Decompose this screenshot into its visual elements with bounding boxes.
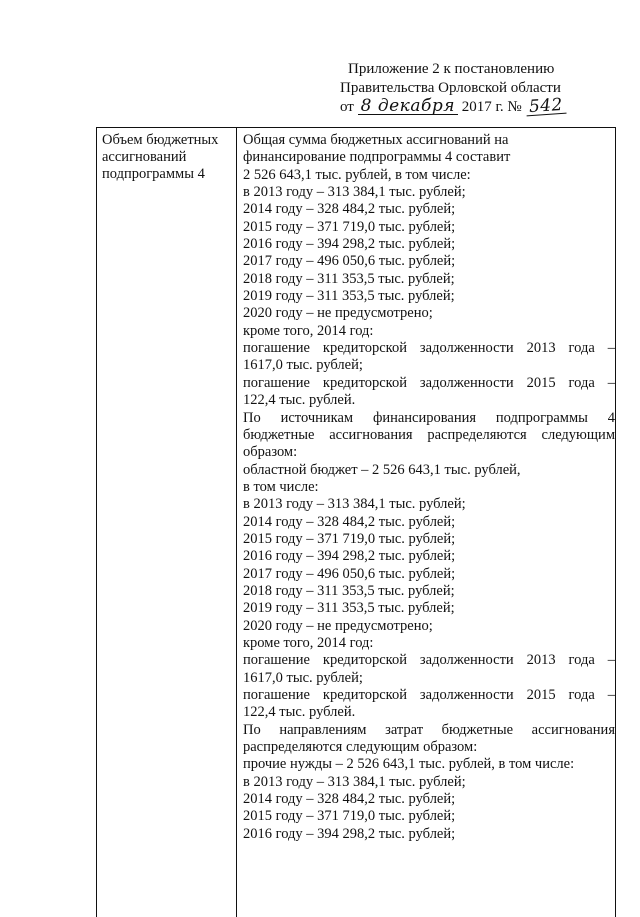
right-cell-line: 2016 году – 394 298,2 тыс. рублей; [243, 236, 456, 253]
right-cell-line: 1617,0 тыс. рублей; [243, 669, 363, 686]
right-cell-line: 2018 году – 311 353,5 тыс. рублей; [243, 270, 455, 287]
right-cell-line: 2020 году – не предусмотрено; [243, 305, 433, 322]
left-cell-line: Объем бюджетных [102, 132, 219, 148]
right-cell-line: финансирование подпрограммы 4 составит [243, 149, 511, 166]
right-cell-line: в 2013 году – 313 384,1 тыс. рублей; [243, 184, 466, 201]
right-cell-line: кроме того, 2014 год: [243, 322, 374, 339]
header-line-2: Правительства Орловской области [340, 80, 561, 96]
right-cell-line: 2014 году – 328 484,2 тыс. рублей; [243, 201, 456, 218]
right-cell-line: 2018 году – 311 353,5 тыс. рублей; [243, 582, 455, 599]
right-cell-line: 2019 году – 311 353,5 тыс. рублей; [243, 600, 455, 617]
right-cell-line: 2014 году – 328 484,2 тыс. рублей; [243, 513, 456, 530]
right-cell-line: По направлениям затрат бюджетные ассигнования [243, 721, 615, 738]
right-cell-line: областной бюджет – 2 526 643,1 тыс. рублей, [243, 461, 521, 478]
right-cell-line: 2015 году – 371 719,0 тыс. рублей; [243, 218, 456, 235]
right-cell-line: образом: [243, 444, 298, 461]
right-cell-line: в том числе: [243, 478, 319, 495]
right-cell-line: распределяются следующим образом: [243, 739, 478, 756]
table-left-cell [97, 128, 237, 917]
header-year-text: 2017 г. № [461, 99, 522, 115]
handwritten-number: 542 [525, 97, 566, 117]
left-cell-line: подпрограммы 4 [102, 166, 205, 183]
header-date-line [340, 94, 600, 118]
header-line-1: Приложение 2 к постановлению [348, 61, 555, 77]
right-cell-line: 2014 году – 328 484,2 тыс. рублей; [243, 791, 456, 808]
right-cell-line: кроме того, 2014 год: [243, 634, 374, 651]
right-cell-line: 2020 году – не предусмотрено; [243, 617, 433, 634]
right-cell-line: 2016 году – 394 298,2 тыс. рублей; [243, 825, 456, 842]
right-cell-line: погашение кредиторской задолженности 2015 года – [243, 687, 615, 703]
document-header [340, 60, 600, 117]
right-cell-line: 1617,0 тыс. рублей; [243, 357, 363, 374]
right-cell-line: 2017 году – 496 050,6 тыс. рублей; [243, 253, 456, 270]
right-cell-line: 122,4 тыс. рублей. [243, 392, 356, 409]
right-cell-line: 122,4 тыс. рублей. [243, 704, 356, 721]
right-cell-line: погашение кредиторской задолженности 2015 года – [243, 374, 615, 391]
right-cell-line: погашение кредиторской задолженности 2013 года – [243, 340, 615, 357]
left-cell-line: ассигнований [102, 149, 187, 166]
table-right-cell [238, 128, 619, 843]
right-cell-line: погашение кредиторской задолженности 2013 года – [243, 652, 615, 669]
right-cell-line: прочие нужды – 2 526 643,1 тыс. рублей, в том числе: [243, 756, 575, 773]
right-cell-line: 2016 году – 394 298,2 тыс. рублей; [243, 548, 456, 565]
right-cell-line: Общая сумма бюджетных ассигнований на [243, 132, 509, 148]
right-cell-line: 2015 году – 371 719,0 тыс. рублей; [243, 808, 456, 825]
budget-table [96, 127, 616, 917]
right-cell-line: По источникам финансирования подпрограммы 4 [243, 409, 615, 426]
right-cell-line: 2 526 643,1 тыс. рублей, в том числе: [243, 166, 471, 183]
right-cell-line: в 2013 году – 313 384,1 тыс. рублей; [243, 773, 466, 790]
right-cell-line: 2015 году – 371 719,0 тыс. рублей; [243, 530, 456, 547]
right-cell-line: 2017 году – 496 050,6 тыс. рублей; [243, 565, 456, 582]
right-cell-line: в 2013 году – 313 384,1 тыс. рублей; [243, 496, 466, 513]
header-from-prefix: от [340, 99, 354, 115]
handwritten-date: 8 декабря [358, 98, 458, 115]
right-cell-line: бюджетные ассигнования распределяются следующим [243, 426, 615, 443]
right-cell-line: 2019 году – 311 353,5 тыс. рублей; [243, 288, 455, 305]
